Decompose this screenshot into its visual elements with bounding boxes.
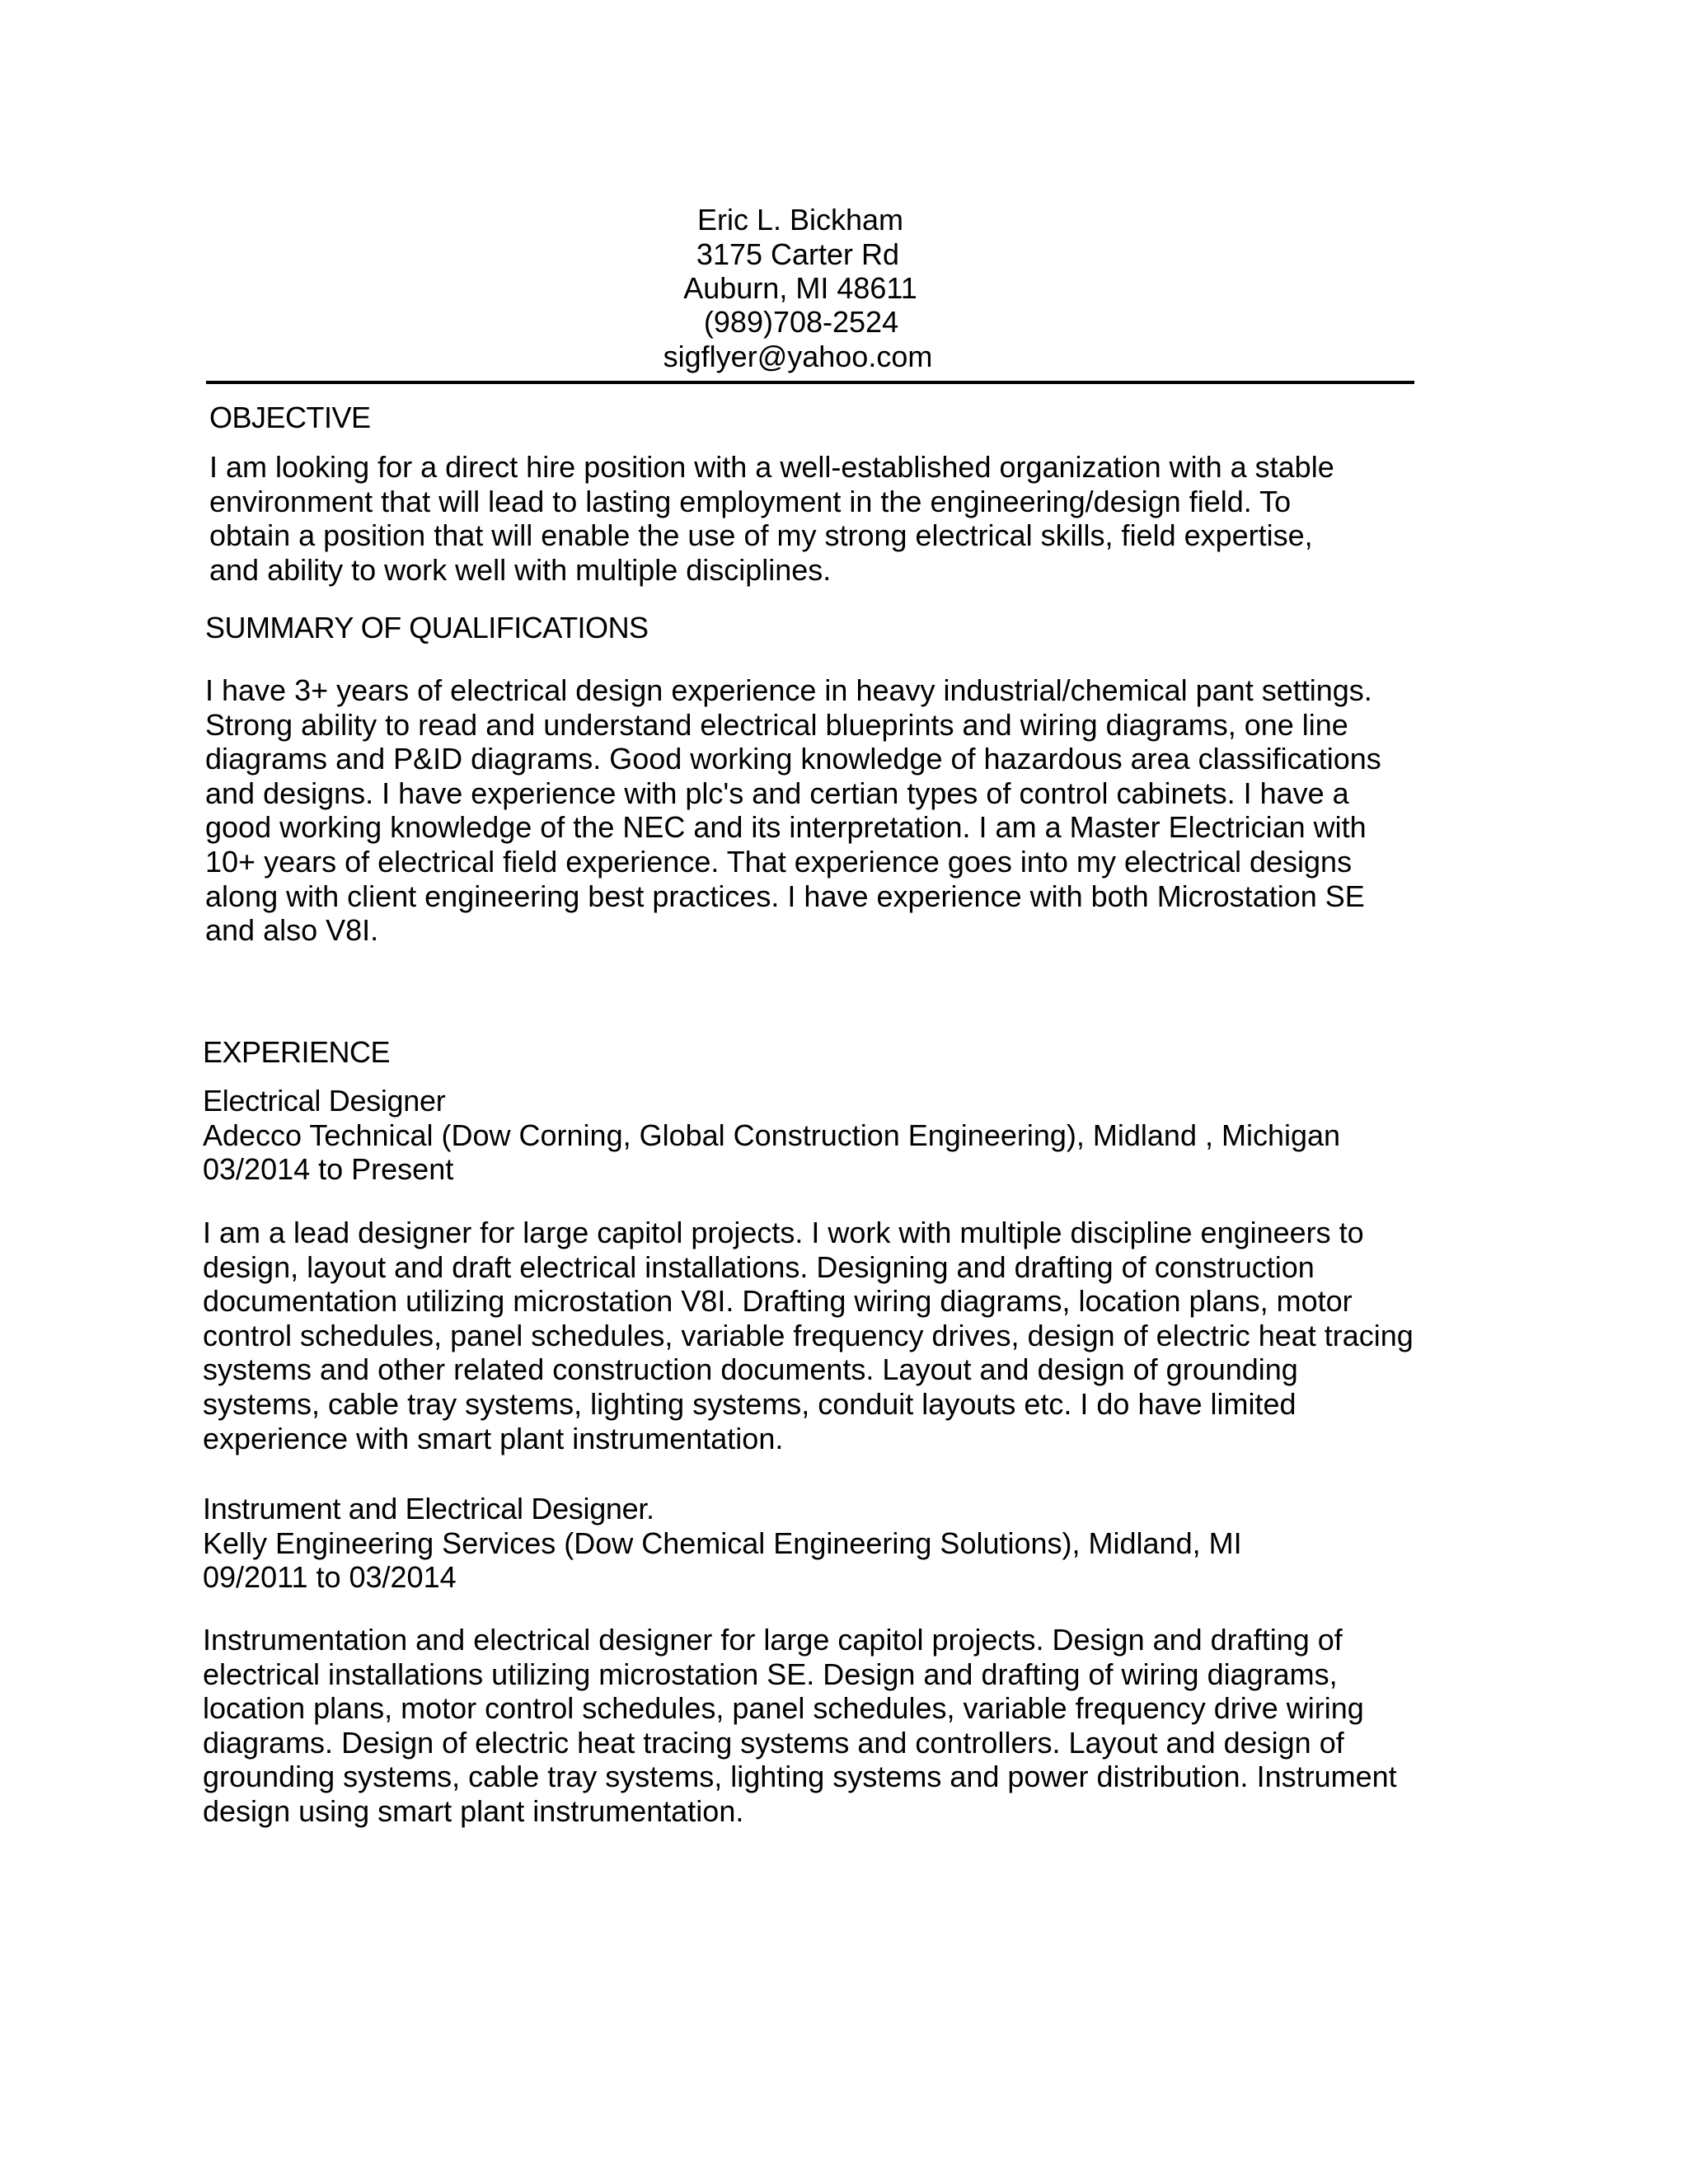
summary-line: Strong ability to read and understand electrical blueprints and wiring diagrams, one line xyxy=(205,707,1348,742)
summary-line: 10+ years of electrical field experience. That experience goes into my electrical designs xyxy=(205,844,1353,879)
summary-paragraph xyxy=(205,673,1381,948)
job-company: Kelly Engineering Services (Dow Chemical Engineering Solutions), Midland, MI xyxy=(203,1526,1242,1560)
contact-email: sigflyer@yahoo.com xyxy=(663,340,933,373)
objective-line: obtain a position that will enable the use of my strong electrical skills, field expertise, xyxy=(209,518,1313,553)
job-description-line: documentation utilizing microstation V8I. Drafting wiring diagrams, location plans, motor xyxy=(203,1284,1353,1319)
summary-line: and also V8I. xyxy=(205,913,379,948)
job-dates: 09/2011 to 03/2014 xyxy=(203,1560,457,1594)
job-title: Electrical Designer xyxy=(203,1084,446,1118)
job-description-line: Instrumentation and electrical designer for large capitol projects. Design and drafting of xyxy=(203,1623,1343,1657)
job-description-line: control schedules, panel schedules, variable frequency drives, design of electric heat tracing xyxy=(203,1318,1414,1352)
objective-line: environment that will lead to lasting employment in the engineering/design field. To xyxy=(209,484,1292,518)
contact-phone: (989)708-2524 xyxy=(703,305,899,339)
contact-name: Eric L. Bickham xyxy=(696,203,904,237)
job-description-line: diagrams. Design of electric heat tracing systems and controllers. Layout and design of xyxy=(203,1725,1344,1760)
job-title: Instrument and Electrical Designer. xyxy=(203,1492,654,1526)
job-company: Adecco Technical (Dow Corning, Global Construction Engineering), Midland , Michigan xyxy=(203,1118,1341,1152)
job-description-line: experience with smart plant instrumentation. xyxy=(203,1421,784,1455)
job-description-line: design, layout and draft electrical installations. Designing and drafting of construction xyxy=(203,1249,1315,1284)
summary-line: diagrams and P&ID diagrams. Good working knowledge of hazardous area classifications xyxy=(205,742,1381,776)
job-dates: 03/2014 to Present xyxy=(203,1152,454,1186)
job-description-line: systems and other related construction documents. Layout and design of grounding xyxy=(203,1352,1298,1387)
summary-line: along with client engineering best practices. I have experience with both Microstation SE xyxy=(205,879,1365,913)
job-description xyxy=(203,1216,1414,1455)
objective-line: I am looking for a direct hire position with a well-established organization with a stable xyxy=(209,450,1334,484)
job-description-line: systems, cable tray systems, lighting systems, conduit layouts etc. I do have limited xyxy=(203,1386,1296,1421)
experience-heading: EXPERIENCE xyxy=(203,1035,391,1069)
objective-line: and ability to work well with multiple disciplines. xyxy=(209,552,832,587)
job-description xyxy=(203,1623,1397,1829)
header-divider xyxy=(206,381,1414,384)
summary-line: good working knowledge of the NEC and its interpretation. I am a Master Electrician with xyxy=(205,810,1367,845)
summary-line: and designs. I have experience with plc's and certian types of control cabinets. I have a xyxy=(205,776,1349,810)
contact-city: Auburn, MI 48611 xyxy=(683,271,917,305)
job-description-line: grounding systems, cable tray systems, lighting systems and power distribution. Instrument xyxy=(203,1760,1397,1794)
job-description-line: design using smart plant instrumentation. xyxy=(203,1793,744,1828)
objective-paragraph xyxy=(209,450,1334,587)
objective-heading: OBJECTIVE xyxy=(209,401,371,434)
job-description-line: location plans, motor control schedules, panel schedules, variable frequency drive wiring xyxy=(203,1691,1364,1726)
summary-line: I have 3+ years of electrical design experience in heavy industrial/chemical pant settings. xyxy=(205,673,1372,707)
contact-street: 3175 Carter Rd xyxy=(696,237,900,271)
job-description-line: electrical installations utilizing microstation SE. Design and drafting of wiring diagrams, xyxy=(203,1657,1338,1691)
job-description-line: I am a lead designer for large capitol projects. I work with multiple discipline engineers to xyxy=(203,1216,1364,1249)
summary-heading: SUMMARY OF QUALIFICATIONS xyxy=(205,611,649,644)
